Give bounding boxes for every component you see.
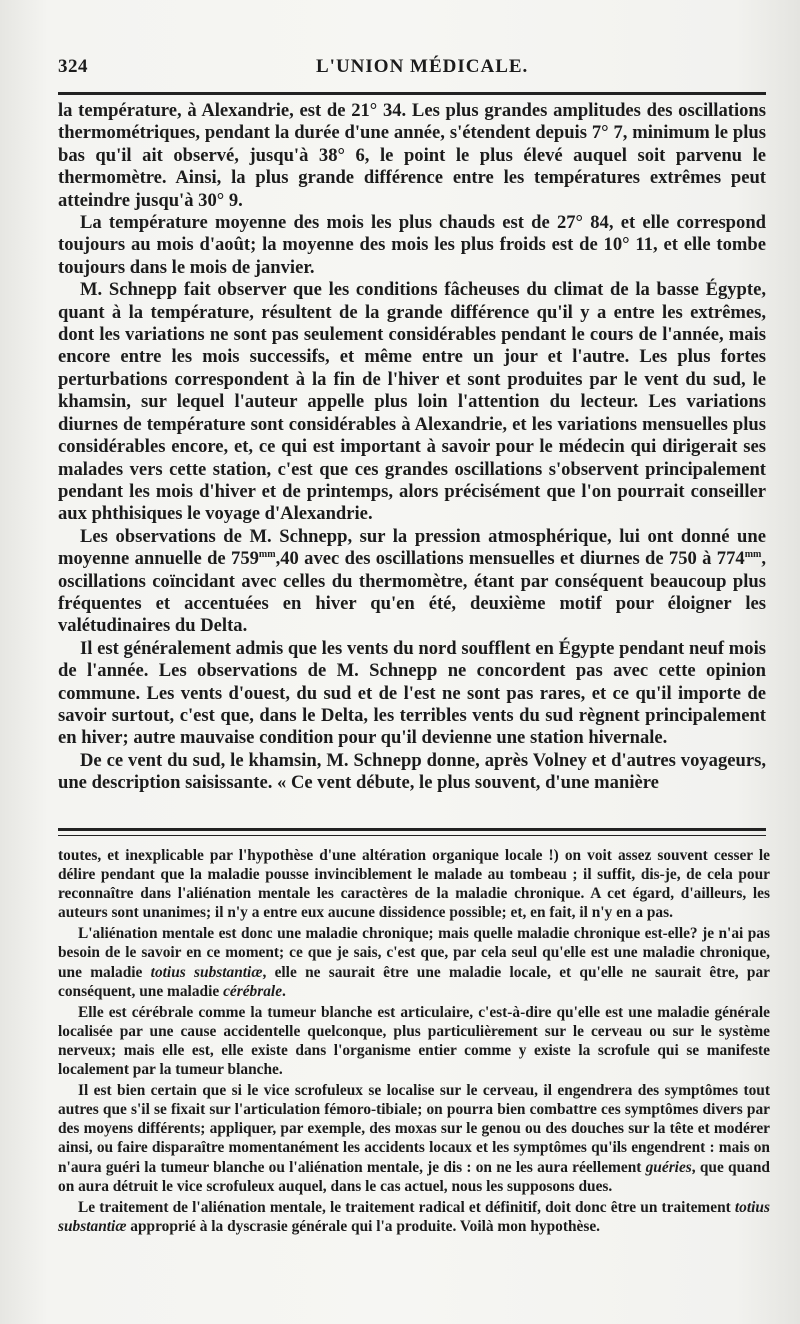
italic-term: totius substantiæ [150,963,263,981]
text-run: Le traitement de l'aliénation mentale, le traitement radical et définitif, doit donc être un traitement [78,1198,731,1216]
italic-term: guéries [645,1158,692,1176]
paragraph: Il est généralement admis que les vents du nord soufflent en Égypte pendant neuf mois de l'année. Les observations de M. Schnepp ne concordent pas avec cette opinion commune. Les vents d'ouest, du sud et de l'est ne sont pas rares, et ce qu'il importe de savoir surtout, c'est que, dans le Delta, les terribles vents du sud règnent principalement en hiver; autre mauvaise condition pour qu'il devienne une station hivernale. [58,637,766,749]
page-header [58,56,766,86]
text-run: , elle ne saurait être une maladie locale, et qu'elle ne saurait être, par conséquent, une maladie [58,963,770,1000]
running-title: L'UNION MÉDICALE. [316,56,529,77]
page-number: 324 [58,56,88,77]
paragraph: De ce vent du sud, le khamsin, M. Schnepp donne, après Volney et d'autres voyageurs, une description saisissante. « Ce vent débute, le plus souvent, d'une manière [58,749,766,794]
text-run: . [282,982,286,1000]
text-run: ,40 avec des oscillations mensuelles et diurnes de 750 à 774 [275,548,745,570]
italic-term: cérébrale [223,982,283,1000]
text-run: , oscillations coïncidant avec celles du thermomètre, étant par conséquent beaucoup plus fréquentes et accentuées en hiver qu'en été, deuxième motif pour éloigner les valétudinaires du Delta. [58,548,767,637]
paragraph: Elle est cérébrale comme la tumeur blanche est articulaire, c'est-à-dire qu'elle est une maladie générale localisée par une cause accidentelle quelconque, plus particulièrement sur le cerveau ou sur le système nerveux; mais elle est, elle existe dans l'organisme entier comme y existe la scrofule qui se manifeste localement par la tumeur blanche. [58,1003,770,1079]
footnote-text [58,846,770,1236]
text-run: approprié à la dyscrasie générale qui l'a produite. Voilà mon hypothèse. [130,1217,601,1235]
paragraph: toutes, et inexplicable par l'hypothèse d'une altération organique locale !) on voit assez souvent cesser le délire pendant que la maladie pousse invinciblement le malade au tombeau ; il suffit, dis-je, de cela pour reconnaître dans l'aliénation mentale les caractères de la maladie chronique. A cet égard, d'ailleurs, les auteurs sont unanimes; il n'y a entre eux aucune dissidence possible; et, en fait, il n'y en a pas. [58,847,770,922]
text-run: Il est bien certain que si le vice scrofuleux se localise sur le cerveau, il engendrera des symptômes tout autres que s'il se fixait sur l'articulation fémoro-tibiale; on pourra bien combattre ces symptômes divers par des moyens différents; appliquer, par exemple, des moxas sur le genou ou des douches sur la tête et modérer ainsi, ou faire disparaître momentanément les accidents locaux et les symptômes qu'ils engendrent : mais on n'aura guéri la tumeur blanche ou l'aliénation mentale, je dis : on ne les aura réellement [58,1082,770,1176]
section-divider [58,828,766,836]
paragraph [58,924,770,1000]
paragraph [58,1081,770,1196]
paragraph [58,526,766,638]
italic-term: totius substantiæ [58,1198,770,1235]
unit-superscript: mm [258,548,276,560]
text-run: L'aliénation mentale est donc une maladie chronique; mais quelle maladie chronique est-elle? je n'ai pas besoin de le savoir en ce moment; ce que je sais, c'est que, par cela seul qu'elle est une maladie chronique, une maladie [58,925,770,981]
paragraph: La température moyenne des mois les plus chauds est de 27° 84, et elle correspond toujours au mois d'août; la moyenne des mois les plus froids est de 10° 11, et elle tombe toujours dans le mois de janvier. [58,212,766,278]
unit-superscript: mm [744,548,762,560]
header-rule [58,92,766,95]
main-text [58,100,766,795]
paragraph: M. Schnepp fait observer que les conditions fâcheuses du climat de la basse Égypte, quant à la température, résultent de la grande différence qu'il y a entre les extrêmes, dont les variations ne sont pas seulement considérables pendant le cours de l'année, mais encore entre les mois successifs, et même entre un jour et l'autre. Les plus fortes perturbations correspondent à la fin de l'hiver et sont produites par le vent du sud, le khamsin, sur lequel l'auteur appelle plus loin l'attention du lecteur. Les variations diurnes de température sont considérables à Alexandrie, et les variations mensuelles plus considérables encore, et, ce qui est important à savoir pour le médecin qui dirigerait ses malades vers cette station, c'est que ces grandes oscillations s'observent principalement pendant les mois d'hiver et de printemps, alors précisément que l'on pourrait conseiller aux phthisiques le voyage d'Alexandrie. [58,279,766,525]
paragraph [58,1198,770,1236]
text-run: Les observations de M. Schnepp, sur la pression atmosphérique, lui ont donné une moyenne annuelle de 759 [58,525,766,570]
paragraph: la température, à Alexandrie, est de 21° 34. Les plus grandes amplitudes des oscillations thermométriques, pendant la durée d'une année, s'étendent depuis 7° 7, minimum le plus bas qu'il ait observé, jusqu'à 38° 6, le point le plus élevé auquel soit parvenu le thermomètre. Ainsi, la plus grande différence entre les températures extrêmes peut atteindre jusqu'à 30° 9. [58,100,766,211]
text-run: , que quand on aura détruit le vice scrofuleux auquel, dans le cas actuel, nous les supposons dues. [58,1158,770,1195]
